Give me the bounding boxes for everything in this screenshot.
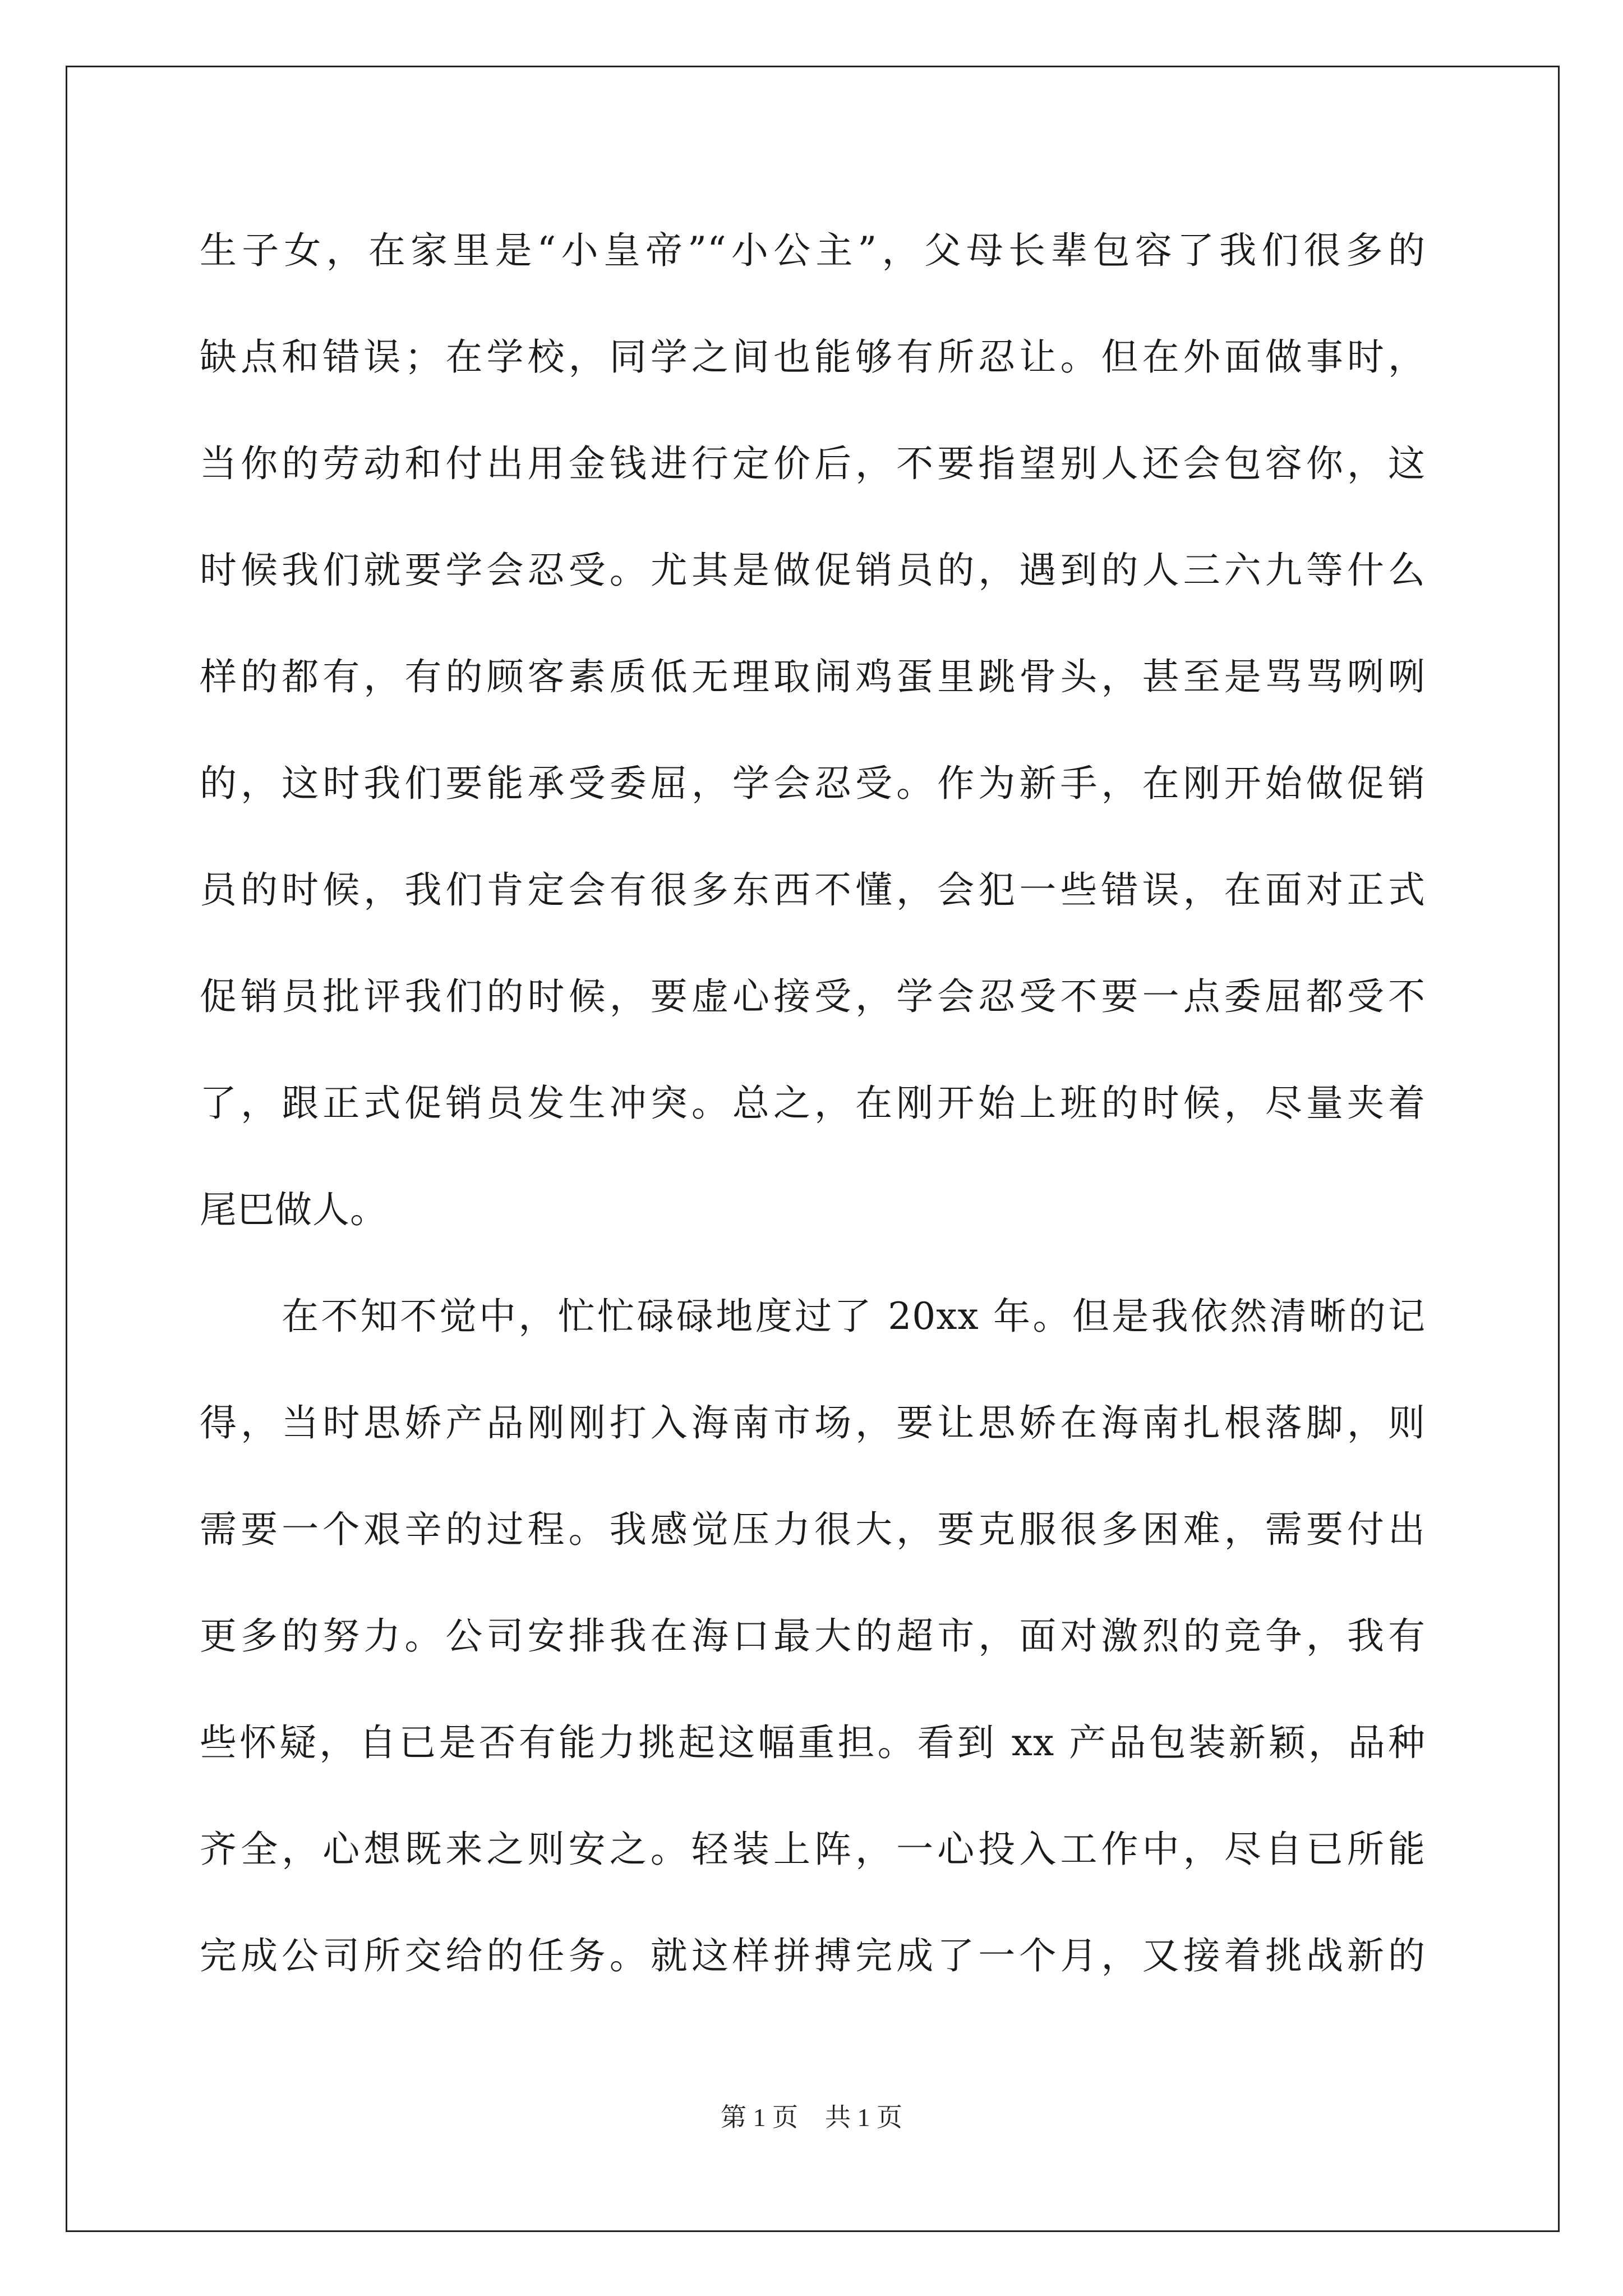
text-line: 完成公司所交给的任务。就这样拼搏完成了一个月，又接着挑战新的 bbox=[200, 1934, 1426, 1977]
text-line: 些怀疑，自已是否有能力挑起这幅重担。看到 xx 产品包装新颖，品种 bbox=[200, 1721, 1426, 1764]
text-line: 需要一个艰辛的过程。我感觉压力很大，要克服很多困难，需要付出 bbox=[200, 1508, 1426, 1551]
text-line: 时候我们就要学会忍受。尤其是做促销员的，遇到的人三六九等什么 bbox=[200, 549, 1426, 592]
text-line: 缺点和错误；在学校，同学之间也能够有所忍让。但在外面做事时， bbox=[200, 335, 1426, 379]
page-border bbox=[66, 66, 1560, 2232]
text-line: 在不知不觉中，忙忙碌碌地度过了 20xx 年。但是我依然清晰的记 bbox=[282, 1295, 1426, 1338]
page-number: 第 1 页 bbox=[721, 2103, 798, 2132]
page-total: 共 1 页 bbox=[825, 2103, 902, 2132]
text-line: 当你的劳动和付出用金钱进行定价后，不要指望别人还会包容你，这 bbox=[200, 442, 1426, 485]
text-line: 尾巴做人。 bbox=[200, 1188, 388, 1231]
text-line: 的，这时我们要能承受委屈，学会忍受。作为新手，在刚开始做促销 bbox=[200, 762, 1426, 805]
text-line: 得，当时思娇产品刚刚打入海南市场，要让思娇在海南扎根落脚，则 bbox=[200, 1401, 1426, 1444]
text-line: 了，跟正式促销员发生冲突。总之，在刚开始上班的时候，尽量夹着 bbox=[200, 1082, 1426, 1125]
text-line: 齐全，心想既来之则安之。轻装上阵，一心投入工作中，尽自已所能 bbox=[200, 1828, 1426, 1871]
text-line: 更多的努力。公司安排我在海口最大的超市，面对激烈的竞争，我有 bbox=[200, 1614, 1426, 1658]
text-line: 生子女，在家里是“小皇帝”“小公主”，父母长辈包容了我们很多的 bbox=[200, 229, 1426, 272]
page-footer bbox=[0, 2101, 1623, 2134]
text-line: 员的时候，我们肯定会有很多东西不懂，会犯一些错误，在面对正式 bbox=[200, 868, 1426, 912]
text-line: 促销员批评我们的时候，要虚心接受，学会忍受不要一点委屈都受不 bbox=[200, 975, 1426, 1018]
text-line: 样的都有，有的顾客素质低无理取闹鸡蛋里跳骨头，甚至是骂骂咧咧 bbox=[200, 655, 1426, 698]
